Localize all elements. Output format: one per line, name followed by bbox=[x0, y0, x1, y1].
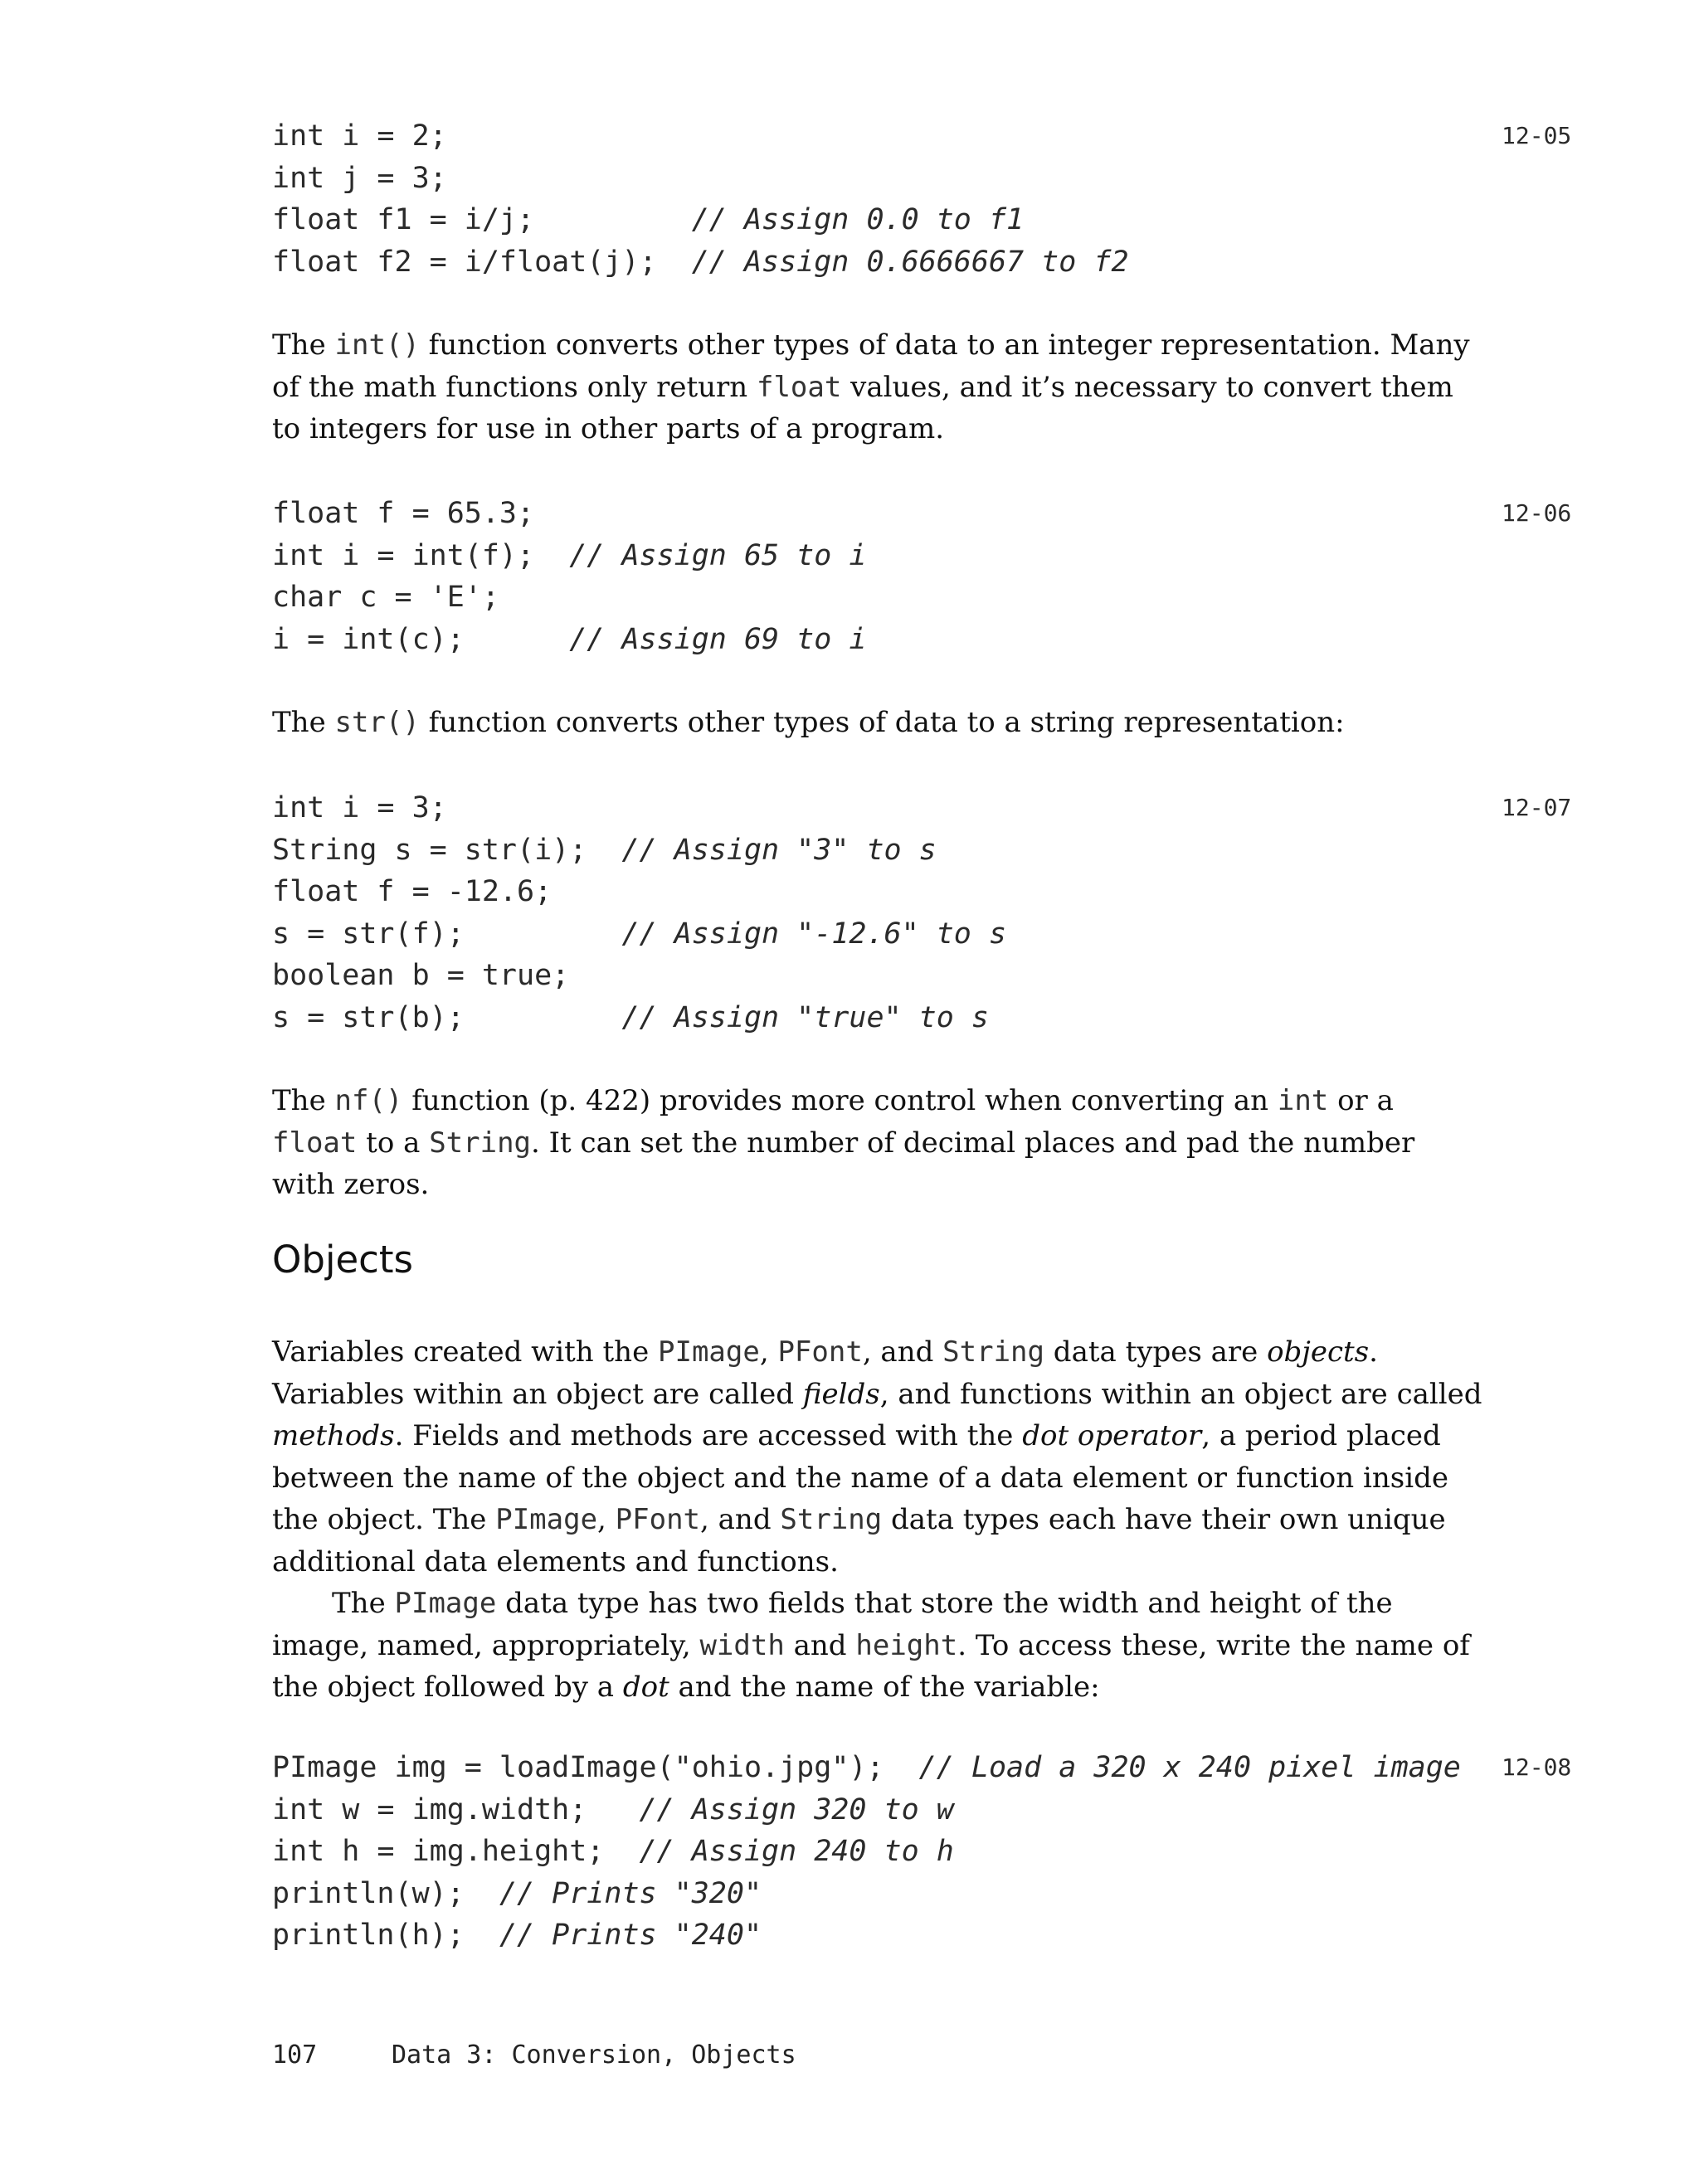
code-line bbox=[272, 997, 1006, 1039]
code-text: i = int(c); bbox=[272, 622, 570, 656]
listing-marker: 12-07 bbox=[1502, 794, 1572, 821]
listing-marker: 12-06 bbox=[1502, 499, 1572, 527]
code-line bbox=[272, 241, 1129, 284]
code-line bbox=[272, 115, 1129, 158]
code-line bbox=[272, 1789, 1461, 1831]
code-line bbox=[272, 955, 1006, 997]
code-comment: // Assign 320 to w bbox=[639, 1792, 954, 1826]
code-text: int h = img.height; bbox=[272, 1835, 640, 1868]
code-block-12-08 bbox=[272, 1747, 1461, 1957]
code-text: String s = str(i); bbox=[272, 833, 622, 867]
code-line bbox=[272, 1831, 1461, 1873]
code-line bbox=[272, 199, 1129, 241]
code-text: char c = 'E'; bbox=[272, 581, 499, 614]
code-text: println(h); bbox=[272, 1919, 499, 1952]
code-text: int j = 3; bbox=[272, 161, 447, 195]
code-comment: // Assign "true" to s bbox=[621, 1000, 989, 1034]
code-block-12-05 bbox=[272, 115, 1129, 283]
section-heading: Objects bbox=[272, 1238, 414, 1282]
code-comment: // Load a 320 x 240 pixel image bbox=[918, 1751, 1461, 1784]
code-block-12-06 bbox=[272, 493, 866, 660]
code-line bbox=[272, 913, 1006, 956]
paragraph-int-function: The int() function converts other types of data to an integer representation. Many of the math functions only return float values, and it’s necessary to convert them to integers for use in other parts of a program. bbox=[272, 328, 1470, 445]
code-line bbox=[272, 1914, 1461, 1957]
code-line bbox=[272, 493, 866, 535]
running-footer-chapter: Data 3: Conversion, Objects bbox=[392, 2041, 796, 2070]
code-comment: // Assign 65 to i bbox=[569, 538, 867, 572]
code-line bbox=[272, 535, 866, 577]
code-line bbox=[272, 576, 866, 619]
code-comment: // Assign 69 to i bbox=[569, 622, 867, 656]
paragraph-str-function: The str() function converts other types of data to a string representation: bbox=[272, 706, 1345, 739]
code-comment: // Prints "320" bbox=[499, 1876, 762, 1910]
code-text: PImage img = loadImage("ohio.jpg"); bbox=[272, 1751, 919, 1784]
code-line bbox=[272, 829, 1006, 872]
code-line bbox=[272, 158, 1129, 200]
code-text: int i = 3; bbox=[272, 791, 447, 824]
code-text: int i = 2; bbox=[272, 119, 447, 153]
code-text: s = str(b); bbox=[272, 1000, 622, 1034]
code-comment: // Assign 0.6666667 to f2 bbox=[691, 245, 1129, 279]
code-text: int i = int(f); bbox=[272, 538, 570, 572]
code-text: int w = img.width; bbox=[272, 1792, 640, 1826]
code-block-12-07 bbox=[272, 787, 1006, 1038]
code-text: boolean b = true; bbox=[272, 959, 570, 992]
code-line bbox=[272, 619, 866, 661]
code-text: float f = -12.6; bbox=[272, 875, 553, 908]
paragraph-nf-function: The nf() function (p. 422) provides more control when converting an int or a float to a String. It can set the number of decimal places and pad the number with zeros. bbox=[272, 1084, 1415, 1201]
code-comment: // Assign "-12.6" to s bbox=[621, 917, 1007, 951]
code-comment: // Prints "240" bbox=[499, 1919, 762, 1952]
code-text: s = str(f); bbox=[272, 917, 622, 951]
code-text: float f = 65.3; bbox=[272, 497, 535, 530]
code-comment: // Assign "3" to s bbox=[621, 833, 937, 867]
code-line bbox=[272, 1747, 1461, 1789]
code-text: float f2 = i/float(j); bbox=[272, 245, 692, 279]
code-comment: // Assign 240 to h bbox=[639, 1835, 954, 1868]
listing-marker: 12-05 bbox=[1502, 122, 1572, 149]
listing-marker: 12-08 bbox=[1502, 1754, 1572, 1781]
code-line bbox=[272, 1873, 1461, 1915]
code-text: println(w); bbox=[272, 1876, 499, 1910]
code-text: float f1 = i/j; bbox=[272, 203, 692, 236]
paragraph-objects: Variables created with the PImage, PFont, and String data types are objects. Variables within an object are called fields, and functions within an object are called methods. Fields and methods are accessed with the dot operator, a period placed between the name of the object and the name of a data element or function inside the object. The PImage, PFont, and String data types each have their own unique additional data elements and functions. The PImage data type has two fields that store the width and height of the image, named, appropriately, width and height. To access these, write the name of the object followed by a dot and the name of the variable: bbox=[272, 1335, 1482, 1704]
code-comment: // Assign 0.0 to f1 bbox=[691, 203, 1025, 236]
code-line bbox=[272, 787, 1006, 829]
code-line bbox=[272, 871, 1006, 913]
page-number: 107 bbox=[272, 2041, 318, 2070]
